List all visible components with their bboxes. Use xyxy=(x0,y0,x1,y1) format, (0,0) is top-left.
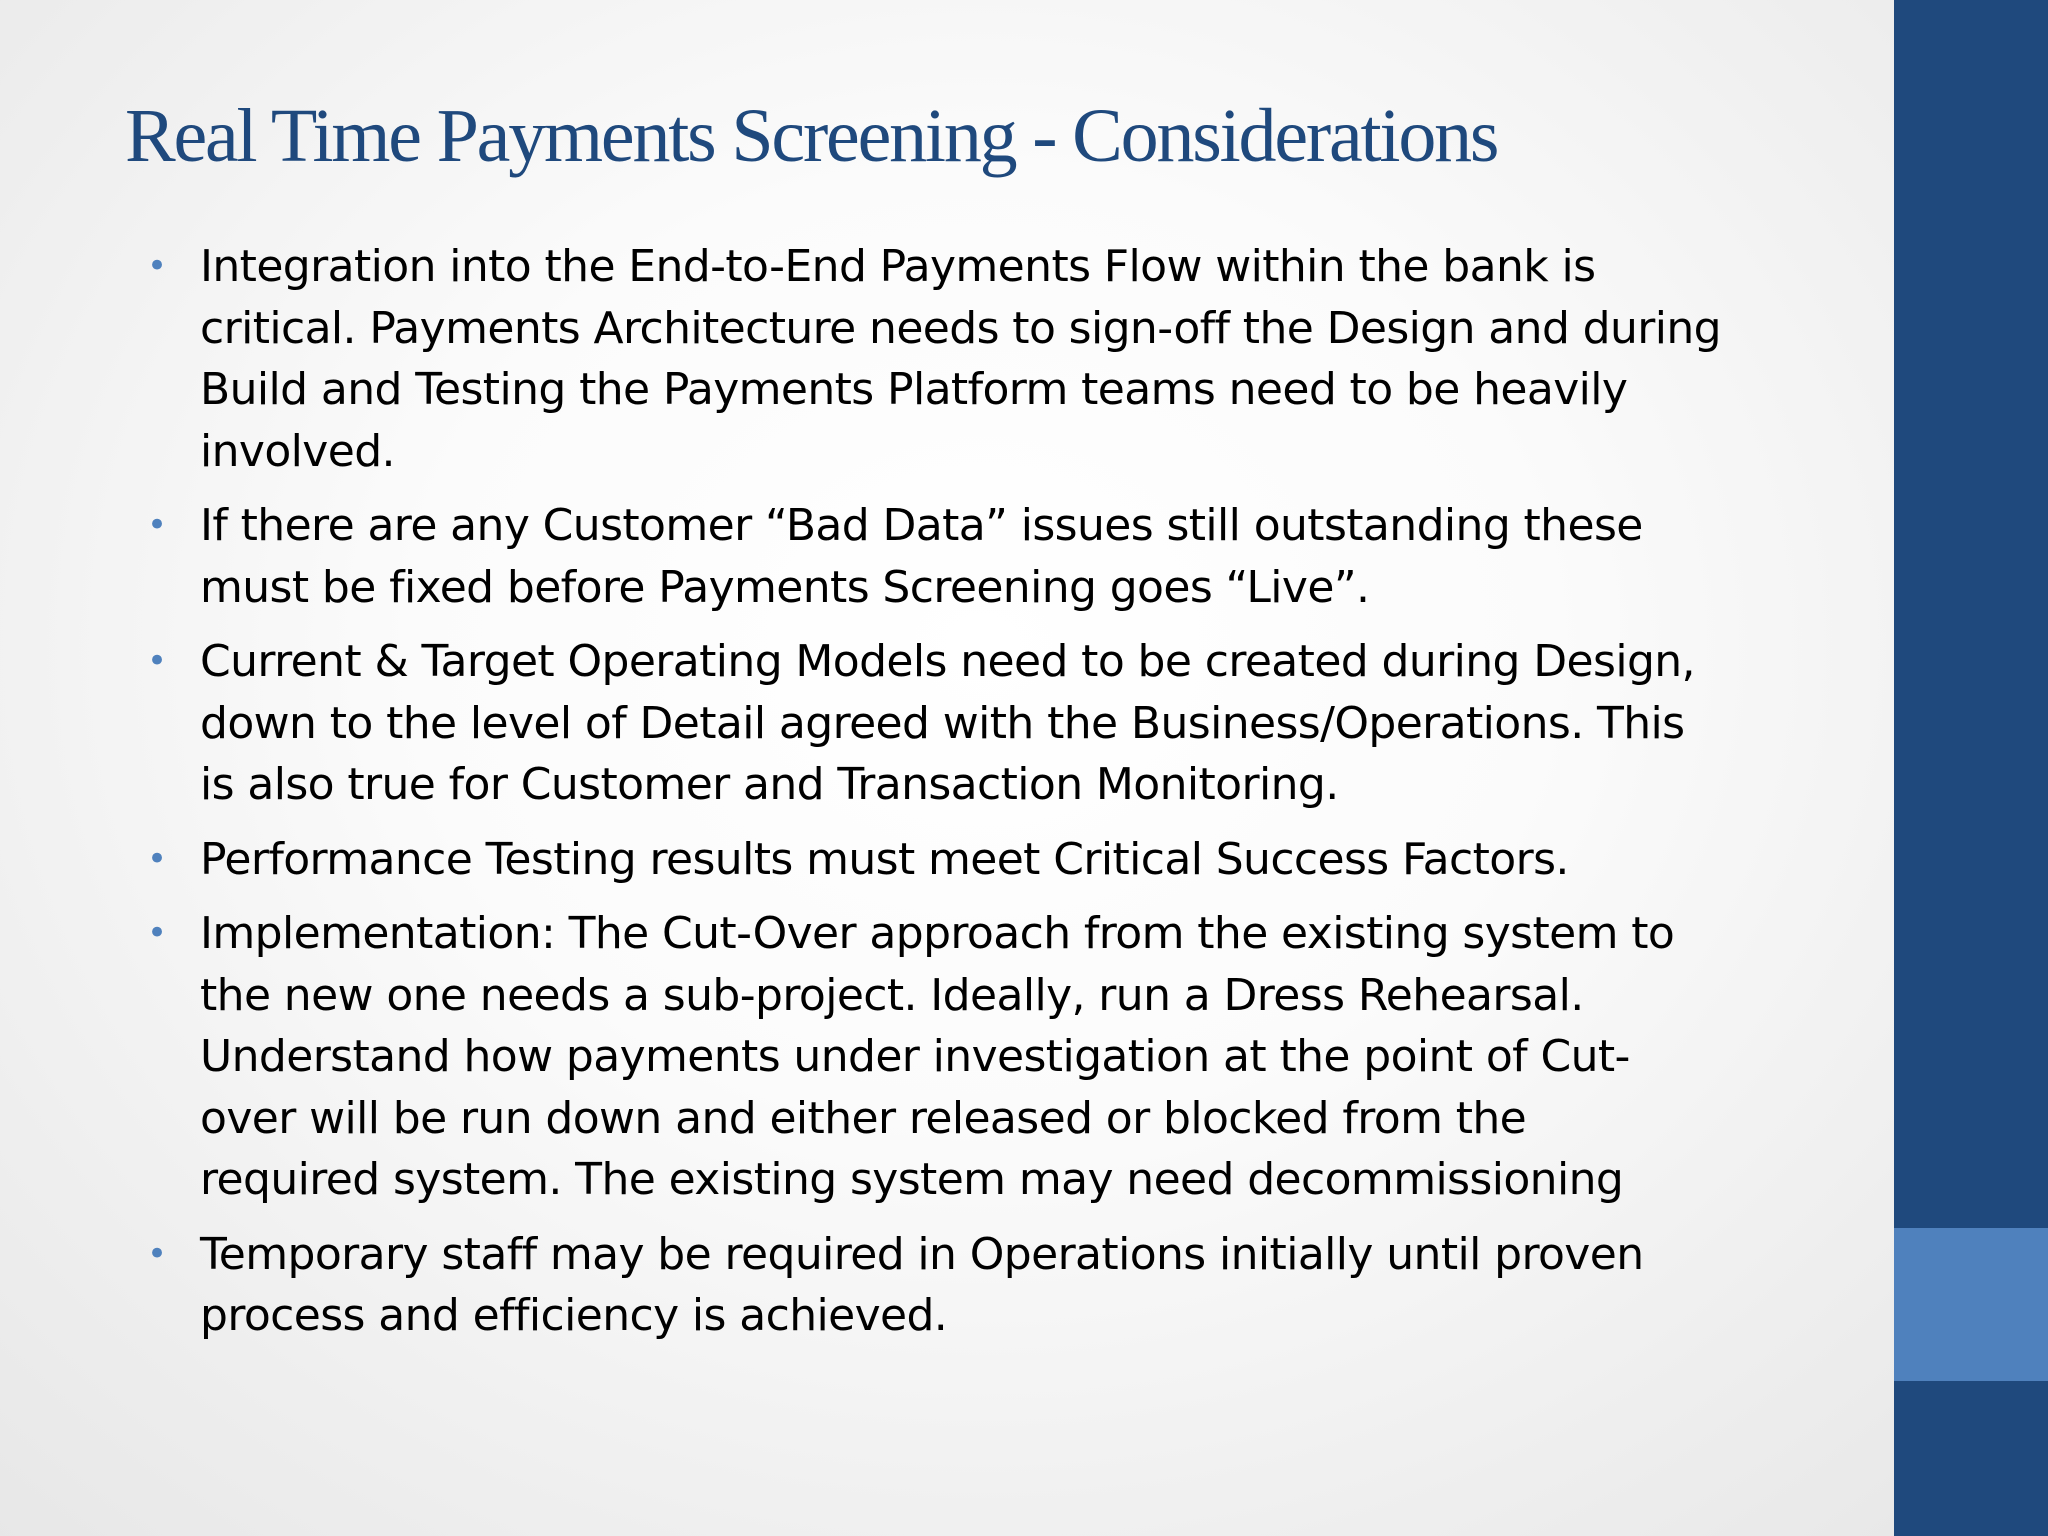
bullet-line: Performance Testing results must meet Critical Success Factors. xyxy=(200,833,1569,885)
bullet-list xyxy=(147,236,1867,1360)
bullet-icon: • xyxy=(147,913,167,953)
bullet-line: Integration into the End-to-End Payments Flow within the bank is xyxy=(200,241,1596,292)
bullet-line: Temporary staff may be required in Operations initially until proven xyxy=(200,1228,1644,1280)
bullet-line: Build and Testing the Payments Platform teams need to be heavily xyxy=(200,364,1628,415)
bullet-line: down to the level of Detail agreed with the Business/Operations. This xyxy=(200,697,1685,749)
bullet-icon: • xyxy=(147,641,167,681)
side-bar-accent xyxy=(1894,1228,2048,1381)
bullet-item xyxy=(147,495,1867,618)
bullet-line: over will be run down and either released or blocked from the xyxy=(200,1092,1527,1144)
bullet-line: must be fixed before Payments Screening goes “Live”. xyxy=(200,561,1370,613)
bullet-icon: • xyxy=(147,838,167,879)
bullet-icon: • xyxy=(147,246,167,286)
bullet-item xyxy=(147,829,1867,891)
bullet-item xyxy=(147,903,1867,1211)
bullet-line: If there are any Customer “Bad Data” issues still outstanding these xyxy=(200,500,1643,551)
bullet-line: involved. xyxy=(200,425,395,477)
bullet-line: Understand how payments under investigation at the point of Cut- xyxy=(200,1031,1630,1082)
bullet-line: Current & Target Operating Models need to be created during Design, xyxy=(200,636,1695,687)
bullet-item xyxy=(147,1224,1867,1347)
bullet-icon: • xyxy=(147,1233,167,1274)
bullet-line: process and efficiency is achieved. xyxy=(200,1290,948,1341)
bullet-item xyxy=(147,631,1867,816)
bullet-line: Implementation: The Cut-Over approach from the existing system to xyxy=(200,908,1675,959)
bullet-item xyxy=(147,236,1867,482)
bullet-line: is also true for Customer and Transaction Monitoring. xyxy=(200,759,1339,810)
slide-title: Real Time Payments Screening - Considerations xyxy=(125,94,1498,178)
bullet-icon: • xyxy=(147,505,167,545)
bullet-line: the new one needs a sub-project. Ideally, run a Dress Rehearsal. xyxy=(200,969,1584,1021)
bullet-line: critical. Payments Architecture needs to sign-off the Design and during xyxy=(200,302,1722,354)
bullet-line: required system. The existing system may need decommissioning xyxy=(200,1154,1624,1205)
